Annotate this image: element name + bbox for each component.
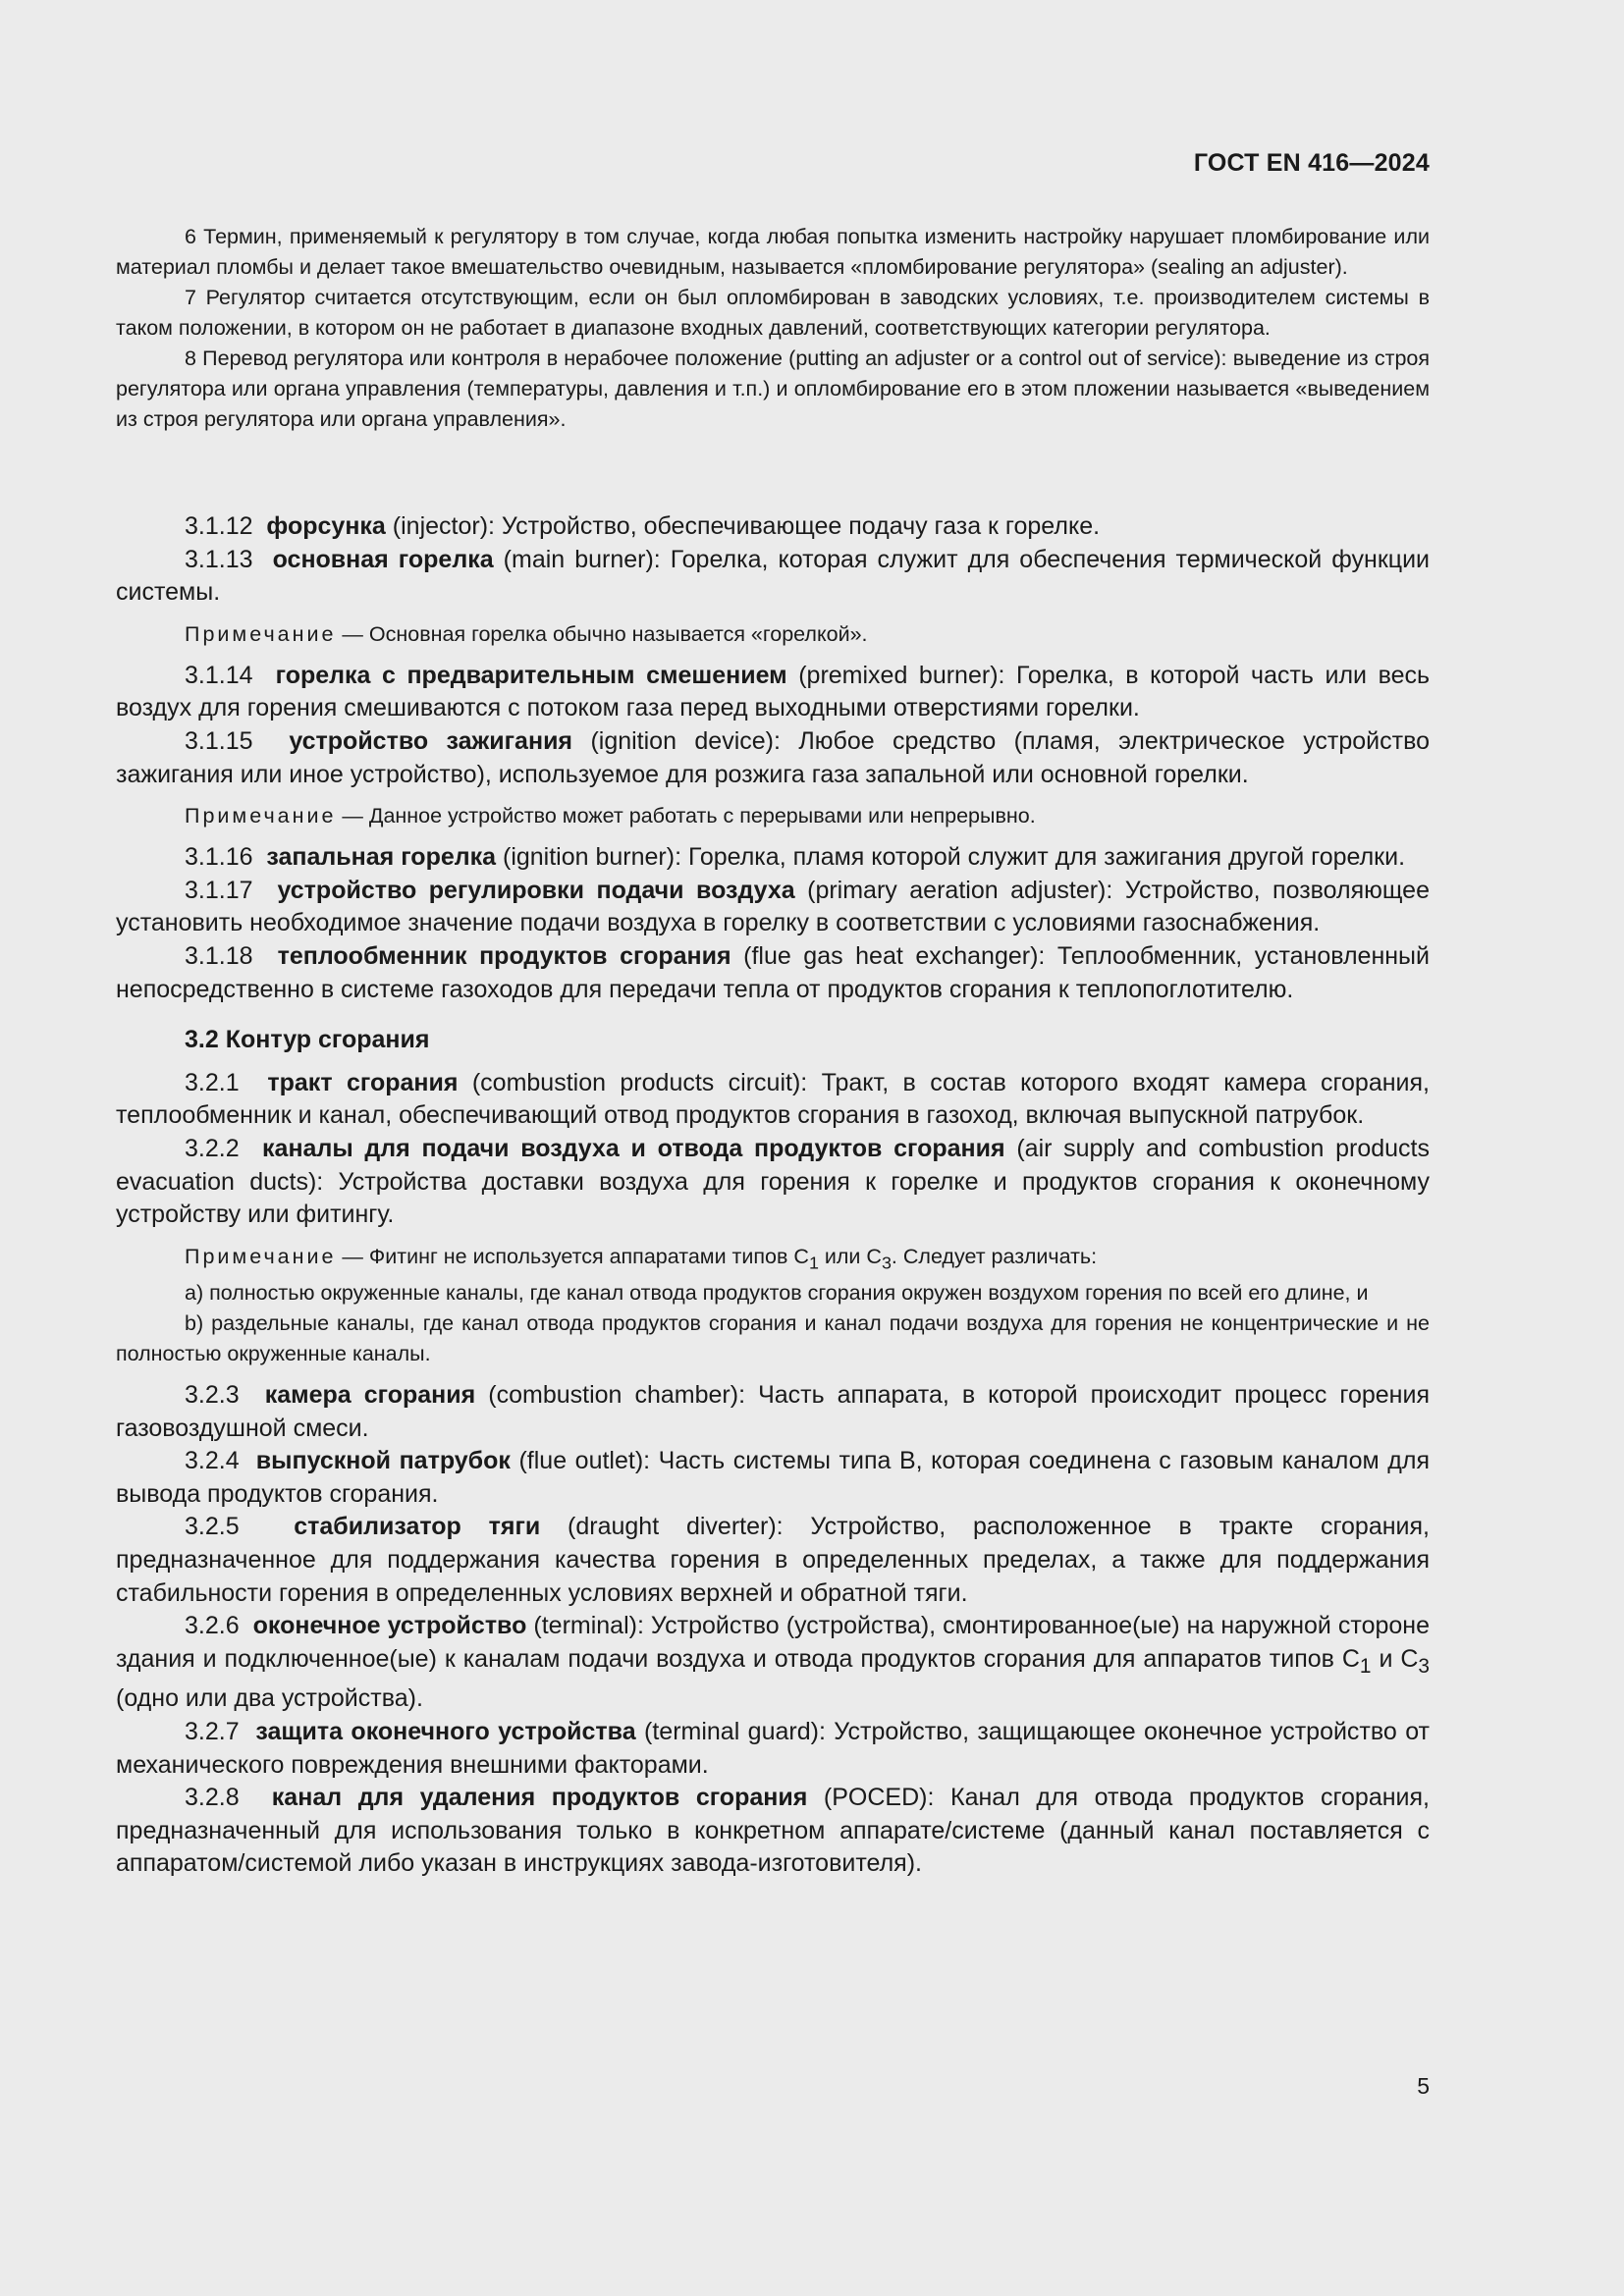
term-3-2-7: 3.2.7 защита оконечного устройства (terminal guard): Устройство, защищающее оконечное устройство от механического повреждения внешними факторами.	[116, 1717, 1430, 1779]
page-number: 5	[1417, 2073, 1430, 2099]
note-6: 6 Термин, применяемый к регулятору в том случае, когда любая попытка изменить настройку нарушает пломбирование или материал пломбы и делает такое вмешательство очевидным, называется «пломбирование регулятора» (sealing an adjuster).	[116, 225, 1430, 279]
term-3-2-2: 3.2.2 каналы для подачи воздуха и отвода продуктов сгорания (air supply and combustion products evacuation ducts): Устройства доставки воздуха для горения к горелке и продуктов сгорания к оконечному устройству или фитингу.	[116, 1134, 1430, 1229]
note-7: 7 Регулятор считается отсутствующим, если он был опломбирован в заводских условиях, т.е. производителем системы в таком положении, в котором он не работает в диапазоне входных давлений, соответствующих категории регулятора.	[116, 286, 1430, 340]
term-3-1-16: 3.1.16 запальная горелка (ignition burner): Горелка, пламя которой служит для зажигания другой горелки.	[185, 843, 1406, 872]
term-3-2-5: 3.2.5 стабилизатор тяги (draught diverter): Устройство, расположенное в тракте сгорания, предназначенное для поддержания качества горения в определенных пределах, а также для поддержания стабильности горения в определенных условиях верхней и обратной тяги.	[116, 1513, 1430, 1607]
term-3-1-13: 3.1.13 основная горелка (main burner): Горелка, которая служит для обеспечения термической функции системы.	[116, 545, 1430, 607]
body-content	[116, 510, 1430, 1881]
note-item-b: b) раздельные каналы, где канал отвода продуктов сгорания и канал подачи воздуха для горения не концентрические и не полностью окруженные каналы.	[116, 1310, 1430, 1365]
term-3-2-8: 3.2.8 канал для удаления продуктов сгорания (POCED): Канал для отвода продуктов сгорания, предназначенный для использования только в конкретном аппарате/системе (данный канал поставляется с аппаратом/системой либо указан в инструкциях завода-изготовителя).	[116, 1784, 1430, 1878]
term-3-2-6: 3.2.6 оконечное устройство (terminal): Устройство (устройства), смонтированное(ые) на наружной стороне здания и подключенное(ые) к каналам подачи воздуха и отвода продуктов сгорания для аппаратов типов $C_1$ и $C_3$ (одно или два устройства).	[116, 1612, 1430, 1713]
note-ignition-device: Примечание — Данное устройство может работать с перерывами или непрерывно.	[185, 804, 1036, 828]
document-code: ГОСТ EN 416—2024	[1193, 149, 1430, 177]
term-3-1-12: 3.1.12 форсунка (injector): Устройство, обеспечивающее подачу газа к горелке.	[185, 512, 1101, 540]
document-page	[116, 0, 1430, 2296]
term-3-1-15: 3.1.15 устройство зажигания (ignition device): Любое средство (пламя, электрическое устройство зажигания или иное устройство), используемое для розжига газа запальной или основной горелки.	[116, 726, 1430, 788]
notes-top	[116, 222, 1430, 435]
term-3-2-1: 3.2.1 тракт сгорания (combustion products circuit): Тракт, в состав которого входят камера сгорания, теплообменник и канал, обеспечивающий отвод продуктов сгорания в газоход, включая выпускной патрубок.	[116, 1068, 1430, 1130]
note-8: 8 Перевод регулятора или контроля в нерабочее положение (putting an adjuster or a control out of service): выведение из строя регулятора или органа управления (температуры, давления и т.п.) и опломбирование его в этом пложении называется «выведением из строя регулятора или органа управления».	[116, 347, 1430, 431]
term-3-1-17: 3.1.17 устройство регулировки подачи воздуха (primary aeration adjuster): Устройство, позволяющее установить необходимое значение подачи воздуха в горелку в соответствии с условиями газоснабжения.	[116, 876, 1430, 937]
note-fitting: Примечание — Фитинг не используется аппаратами типов $C_1$ или $C_3$. Следует различать:	[185, 1244, 1098, 1272]
term-3-1-18: 3.1.18 теплообменник продуктов сгорания (flue gas heat exchanger): Теплообменник, установленный непосредственно в системе газоходов для передачи тепла от продуктов сгорания к теплопоглотителю.	[116, 941, 1430, 1003]
term-3-2-3: 3.2.3 камера сгорания (combustion chamber): Часть аппарата, в которой происходит процесс горения газовоздушной смеси.	[116, 1380, 1430, 1442]
term-3-1-14: 3.1.14 горелка с предварительным смешением (premixed burner): Горелка, в которой часть или весь воздух для горения смешиваются с потоком газа перед выходными отверстиями горелки.	[116, 661, 1430, 722]
section-heading-3-2: 3.2 Контур сгорания	[185, 1026, 430, 1054]
term-3-2-4: 3.2.4 выпускной патрубок (flue outlet): Часть системы типа B, которая соединена с газовым каналом для вывода продуктов сгорания.	[116, 1447, 1430, 1508]
note-main-burner: Примечание — Основная горелка обычно называется «горелкой».	[185, 621, 868, 646]
note-item-a: a) полностью окруженные каналы, где канал отвода продуктов сгорания окружен воздухом горения по всей его длине, и	[185, 1280, 1369, 1305]
